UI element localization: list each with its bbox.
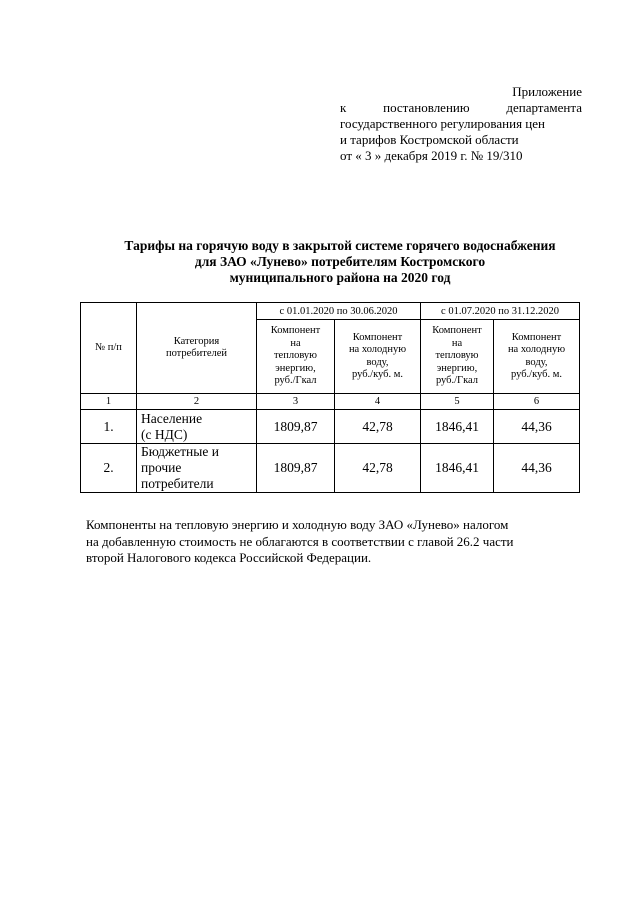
header-text: на холодную — [507, 344, 566, 355]
footnote-line-3: второй Налогового кодекса Российской Федерации. — [86, 550, 372, 565]
header-text: Компонент — [270, 325, 321, 337]
footnote-line-1: Компоненты на тепловую энергию и холодную воду ЗАО «Лунево» налогом — [86, 517, 509, 532]
header-no: № п/п — [81, 303, 137, 394]
appendix-word: постановлению — [383, 100, 470, 115]
column-number: 6 — [494, 394, 580, 410]
header-text: на — [451, 337, 463, 349]
heat-tariff-h2: 1846,41 — [421, 444, 494, 493]
footnote-line-2: на добавленную стоимость не облагаются в соответствии с главой 26.2 части — [86, 533, 514, 549]
header-text: на холодную — [348, 344, 407, 355]
header-period-2: с 01.07.2020 по 31.12.2020 — [421, 303, 580, 320]
column-number: 2 — [137, 394, 257, 410]
tariff-table — [80, 302, 580, 493]
appendix-line-3: государственного регулирования цен — [340, 116, 545, 131]
row-no: 2. — [81, 444, 137, 493]
heat-tariff-h2: 1846,41 — [421, 410, 494, 444]
title-line-1: Тарифы на горячую воду в закрытой системе горячего водоснабжения — [124, 238, 556, 253]
table-row — [81, 410, 580, 444]
header-category — [137, 303, 257, 394]
cold-tariff-h1: 42,78 — [335, 410, 421, 444]
header-text: на — [290, 337, 301, 349]
column-number: 5 — [421, 394, 494, 410]
heat-tariff-h1: 1809,87 — [257, 410, 335, 444]
appendix-line-4: и тарифов Костромской области — [340, 132, 519, 147]
cold-tariff-h2: 44,36 — [494, 444, 580, 493]
header-text: Компонент — [432, 325, 482, 337]
header-text: тепловую — [273, 350, 318, 362]
column-number: 3 — [257, 394, 335, 410]
header-text: Компонент — [352, 331, 403, 343]
appendix-line-5: от « 3 » декабря 2019 г. № 19/310 — [340, 148, 523, 163]
appendix-header — [340, 84, 582, 164]
document-title — [70, 238, 610, 286]
appendix-word: к — [340, 100, 347, 115]
header-heat-component-1 — [257, 320, 335, 394]
category-line: прочие — [141, 460, 182, 475]
header-text: Компонент — [511, 331, 562, 343]
category-line: потребители — [141, 476, 214, 491]
title-line-3: муниципального района на 2020 год — [229, 270, 451, 285]
category-line: Бюджетные и — [141, 444, 219, 459]
heat-tariff-h1: 1809,87 — [257, 444, 335, 493]
column-number: 1 — [81, 394, 137, 410]
cold-tariff-h2: 44,36 — [494, 410, 580, 444]
category-line: Население — [141, 410, 203, 426]
header-text: руб./куб. м. — [510, 369, 563, 380]
row-category — [137, 444, 257, 493]
column-number: 4 — [335, 394, 421, 410]
footnote — [86, 517, 580, 567]
row-category — [137, 410, 257, 444]
header-text: руб./Гкал — [274, 375, 317, 387]
appendix-line-2 — [340, 100, 582, 116]
header-category-line: Категория — [173, 335, 220, 347]
header-cold-component-1 — [335, 320, 421, 394]
header-cold-component-2 — [494, 320, 580, 394]
header-text: воду, — [366, 356, 389, 368]
title-line-2: для ЗАО «Лунево» потребителям Костромского — [194, 254, 486, 269]
header-text: энергию, — [436, 362, 478, 374]
header-category-line: потребителей — [165, 348, 228, 359]
appendix-title: Приложение — [512, 84, 582, 99]
header-text: тепловую — [435, 350, 479, 362]
row-no: 1. — [81, 410, 137, 444]
header-heat-component-2 — [421, 320, 494, 394]
header-text: воду, — [525, 356, 548, 368]
header-period-1: с 01.01.2020 по 30.06.2020 — [257, 303, 421, 320]
header-text: энергию, — [275, 362, 316, 374]
table-row — [81, 444, 580, 493]
header-text: руб./куб. м. — [351, 369, 404, 380]
cold-tariff-h1: 42,78 — [335, 444, 421, 493]
appendix-word: департамента — [506, 100, 582, 115]
category-line: (с НДС) — [141, 426, 188, 442]
header-text: руб./Гкал — [435, 375, 479, 387]
